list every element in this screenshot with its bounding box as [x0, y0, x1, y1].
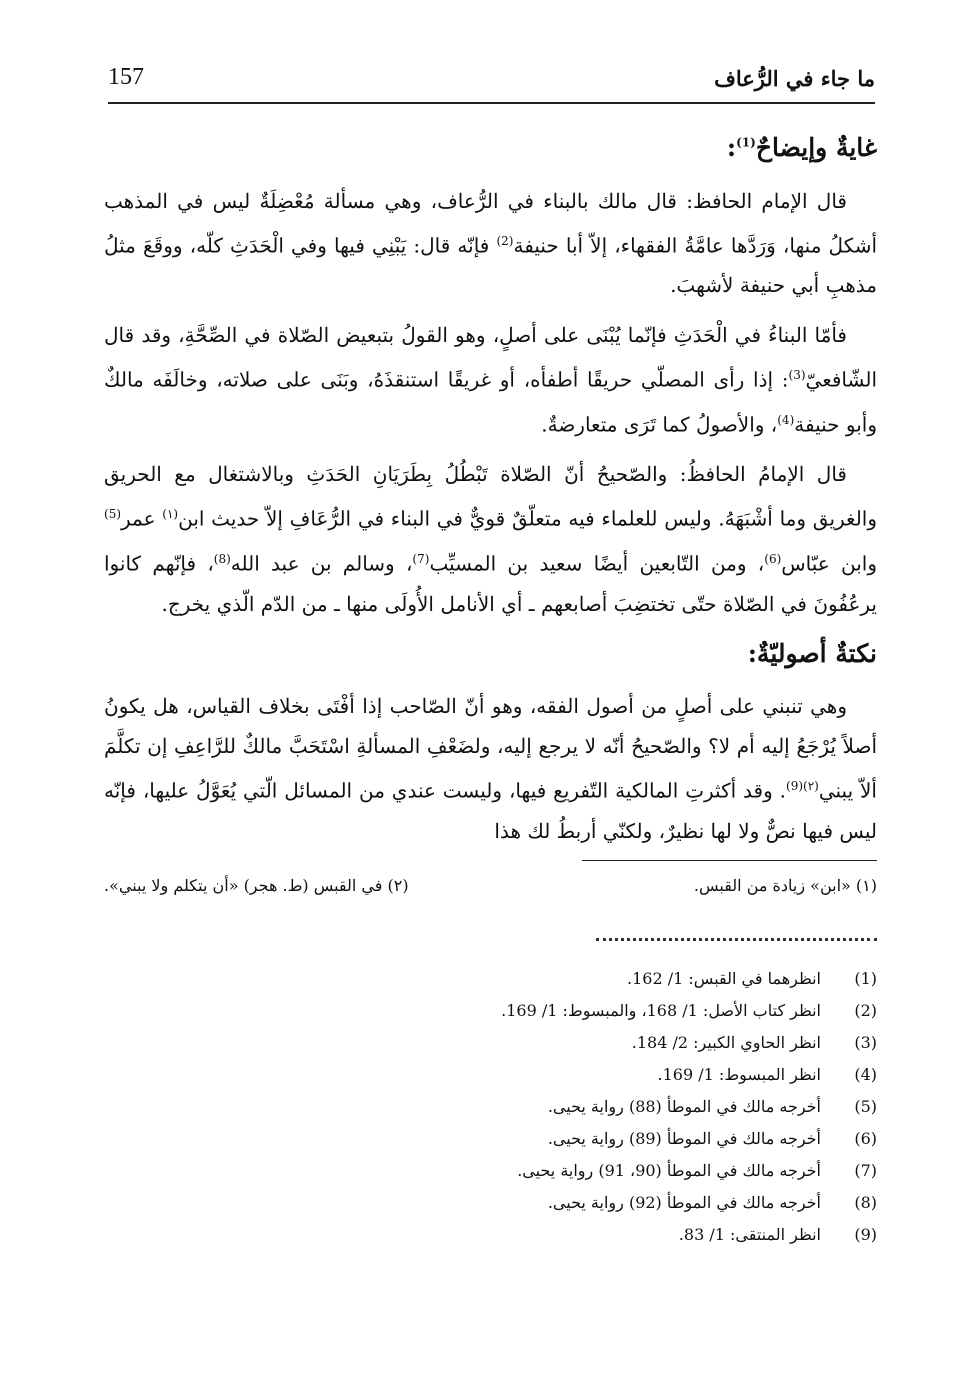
footnote-item — [501, 1154, 877, 1186]
paragraph-text: . وقد أكثرتِ المالكية التّفريع فيها، وليست عندي من المسائل الّتي يُعَوَّلُ عليها، فإنّه ليس فيها نصٌّ ولا لها نظيرٌ، ولكنّي أربطُ لك هذا — [104, 778, 877, 843]
paragraph-text: وابن عبّاس — [781, 551, 877, 576]
footnote-item — [501, 1090, 877, 1122]
footnote-text: انظر المبسوط: 1/ 169. — [657, 1064, 821, 1084]
footnotes-list — [501, 962, 877, 1250]
paragraph-text: : إذا رأى المصلّي حريقًا أطفأه، أو غريقًا استنقذَهُ، وبَنَى على صلاته، وخالَفَه مالكٌ وأبو حنيفة — [104, 367, 877, 437]
paragraph-text: فأمّا البناءُ في الْحَدَثِ فإنّما يُبْنَى على أصلٍ، وهو القولُ بتبعيض الصّلاة في الصِّحَّةِ، وقد قال الشّافعيّ — [104, 323, 877, 392]
section-heading — [104, 132, 877, 165]
footnote-text: انظرهما في القبس: 1/ 162. — [627, 968, 821, 988]
header-divider — [108, 102, 875, 104]
main-text — [104, 118, 877, 861]
paragraph-text: ، فإنّهم كانوا يرعُفُونَ في الصّلاة حتّى تختضِبَ أصابعهم ـ أي الأنامل الأُولَى منها ـ من الدّم الّذي يخرج. — [104, 551, 877, 616]
footnote-ref: (1) — [736, 135, 756, 150]
dotted-divider — [596, 938, 877, 941]
footnote-number: (7) — [854, 1160, 877, 1180]
paragraph — [104, 454, 877, 623]
footnote-item — [501, 1122, 877, 1154]
paragraph-text: ، والأصولُ كما تَرَى متعارضةٌ. — [541, 412, 778, 437]
paragraph-text: ، وسالم بن عبد الله — [230, 551, 413, 576]
footnote-number: (6) — [854, 1128, 877, 1148]
footnote-ref: (١) — [162, 507, 179, 522]
footnote-text: انظر المنتقى: 1/ 83. — [678, 1224, 821, 1244]
footnote-ref: (6) — [764, 552, 782, 567]
editor-note: (١) «ابن» زيادة من القبس. — [693, 876, 877, 895]
footnote-item — [501, 994, 877, 1026]
footnote-ref: (8) — [213, 552, 231, 567]
footnote-item — [501, 962, 877, 994]
footnote-number: (2) — [854, 1000, 877, 1020]
footnote-text: انظر الحاوي الكبير: 2/ 184. — [631, 1032, 821, 1052]
footnote-text: أخرجه مالك في الموطأ (90، 91) رواية يحيى. — [517, 1160, 821, 1180]
footnote-item — [501, 1218, 877, 1250]
footnote-ref: (4) — [777, 412, 795, 427]
footnote-ref: (٢)(9) — [786, 779, 819, 794]
footnote-text: انظر كتاب الأصل: 1/ 168، والمبسوط: 1/ 169. — [501, 1000, 821, 1020]
footnote-number: (3) — [854, 1032, 877, 1052]
paragraph-text: فإنّه قال: يَبْنِي فيها وفي الْحَدَثِ كلّه، ووقَعَ مثلُ مذهبِ أبي حنيفة لأشهبَ. — [104, 233, 877, 298]
footnote-text: أخرجه مالك في الموطأ (92) رواية يحيى. — [547, 1192, 821, 1212]
footnote-ref: (7) — [412, 552, 430, 567]
editor-note: (٢) في القبس (ط. هجر) «أن يتكلم ولا يبني». — [104, 876, 409, 895]
footnote-number: (4) — [854, 1064, 877, 1084]
running-title: ما جاء في الرُّعاف — [714, 66, 875, 91]
paragraph — [104, 181, 877, 306]
footnote-text: أخرجه مالك في الموطأ (88) رواية يحيى. — [547, 1096, 821, 1116]
paragraph-text: قال الإمامُ الحافظُ: والصّحيحُ أنّ الصّلاة تَبْطُلُ بِطَرَيَانِ الحَدَثِ وبالاشتغال مع الحريق والغريق وما أشْبَهَهُ. وليس للعلماء فيه متعلّقٌ قويٌّ في البناء في الرُّعَافِ إلاّ حديث ابن — [104, 462, 878, 532]
paragraph-text: عمر — [121, 507, 163, 532]
footnote-item — [501, 1186, 877, 1218]
paragraph — [104, 315, 877, 444]
heading-text: نكتةٌ أصوليّةٌ — [756, 638, 877, 668]
footnote-number: (1) — [854, 968, 877, 988]
paragraph-text: وهي تنبني على أصلٍ من أصول الفقه، وهو أنّ الصّاحب إذا أفْتَى بخلاف القياس، هل يكونُ أصلاً يُرْجَعُ إليه أم لا؟ والصّحيحُ أنّه لا يرجع إليه، ولضَعْفِ المسألةِ اسْتَحَبَّ مالكٌ للرَّاعِفِ إن تكلَّمَ ألاّ يبني — [104, 694, 877, 803]
paragraph — [104, 686, 877, 851]
footnote-number: (5) — [854, 1096, 877, 1116]
section-heading — [104, 638, 877, 671]
paragraph-text: قال الإمام الحافظ: قال مالك بالبناء في الرُّعاف، وهي مسألة مُعْضِلَةٌ ليس في المذهب أشكلُ منها، وَرَدَّها عامَّةُ الفقهاء، إلاّ أبا حنيفة — [104, 188, 878, 258]
footnote-item — [501, 1058, 877, 1090]
page-number: 157 — [108, 64, 144, 90]
footnote-text: أخرجه مالك في الموطأ (89) رواية يحيى. — [547, 1128, 821, 1148]
footnote-number: (9) — [854, 1224, 877, 1244]
footnote-ref: (5) — [104, 507, 122, 522]
footnote-item — [501, 1026, 877, 1058]
footnote-ref: (2) — [496, 233, 514, 248]
heading-colon: : — [726, 133, 737, 162]
heading-text: غايةٌ وإيضاحٌ — [755, 133, 877, 162]
paragraph-text: ، ومن التّابعين أيضًا سعيد بن المسيِّب — [429, 551, 765, 576]
footnote-divider — [582, 860, 877, 861]
heading-colon: : — [747, 638, 757, 668]
footnote-ref: (3) — [788, 368, 806, 383]
footnote-number: (8) — [854, 1192, 877, 1212]
editor-notes — [104, 876, 877, 895]
